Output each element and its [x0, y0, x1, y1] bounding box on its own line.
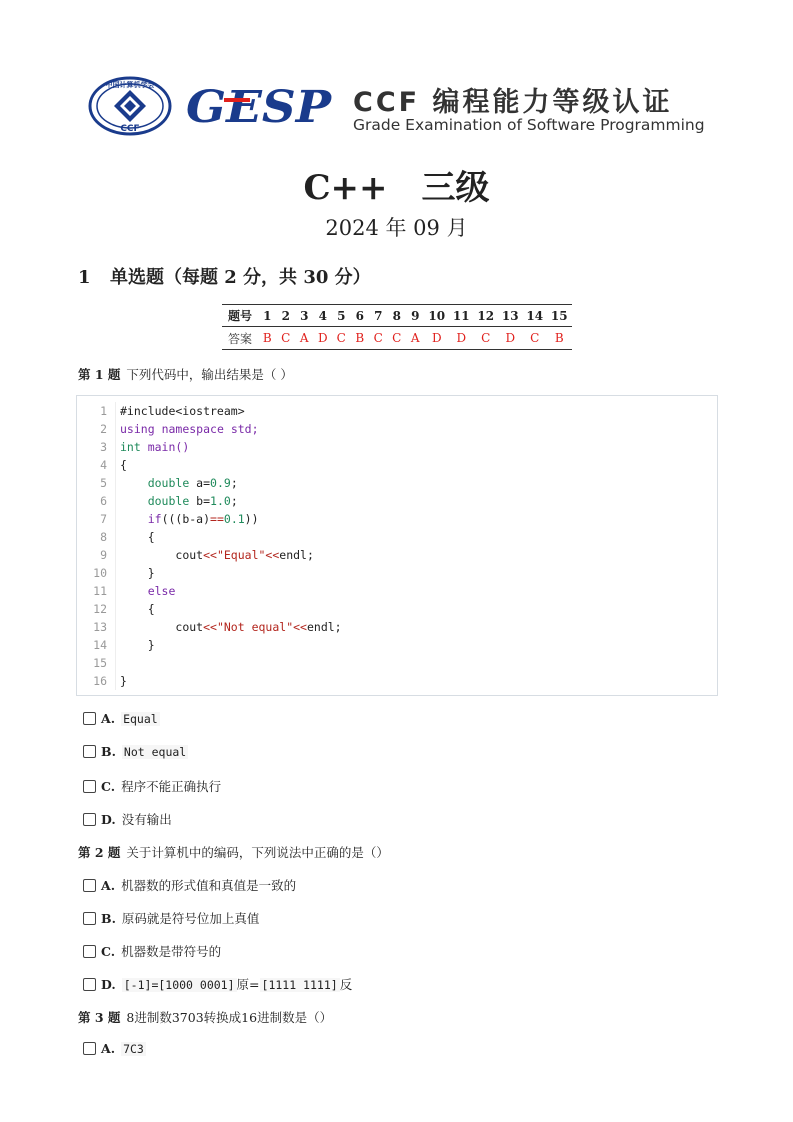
- line-number: 7: [100, 512, 107, 526]
- line-number: 16: [93, 674, 107, 688]
- option-text: 程序不能正确执行: [121, 779, 222, 794]
- option-text: 原=: [236, 977, 260, 992]
- option-text: Not equal: [123, 745, 187, 759]
- question-2-option-a[interactable]: [83, 876, 296, 894]
- checkbox[interactable]: [83, 780, 96, 793]
- option-code: [1111 1111]: [261, 978, 338, 992]
- question-number-cell: 1: [258, 305, 277, 327]
- question-number-cell: 3: [295, 305, 314, 327]
- code-line: {: [147, 602, 155, 616]
- option-text: Equal: [123, 712, 158, 726]
- question-1-stem: [78, 365, 293, 383]
- code-gutter-divider: [115, 402, 116, 690]
- question-number-cell: 7: [369, 305, 388, 327]
- question-2-stem: [78, 843, 389, 861]
- line-number: 9: [100, 548, 107, 562]
- option-text: 没有输出: [121, 812, 172, 827]
- code-line: }: [120, 674, 127, 688]
- option-text: 7C3: [123, 1042, 144, 1056]
- option-text: 机器数的形式值和真值是一致的: [121, 878, 297, 893]
- question-2-label: 第 2 题: [78, 845, 121, 860]
- section-number: 1: [78, 267, 91, 288]
- option-label: D.: [101, 977, 116, 992]
- table-header-label: 题号: [222, 305, 258, 327]
- code-line: }: [147, 566, 155, 580]
- option-label: A.: [101, 1041, 116, 1056]
- section-heading: [78, 263, 371, 289]
- line-number: 3: [100, 440, 107, 454]
- question-3-stem: [78, 1008, 332, 1026]
- code-block: [76, 395, 718, 696]
- question-number-cell: 10: [425, 305, 450, 327]
- question-1-option-a[interactable]: [83, 711, 160, 726]
- line-number: 14: [93, 638, 107, 652]
- option-label: A.: [101, 878, 116, 893]
- answer-cell: D: [425, 327, 450, 350]
- ccf-logo-abbr: CCF: [120, 124, 140, 134]
- question-number-cell: 8: [388, 305, 407, 327]
- question-3-text: 8进制数3703转换成16进制数是（）: [126, 1010, 333, 1025]
- option-text: 机器数是带符号的: [121, 944, 222, 959]
- question-1-option-d[interactable]: [83, 810, 172, 828]
- answer-cell: C: [474, 327, 499, 350]
- line-number: 6: [100, 494, 107, 508]
- question-number-cell: 14: [523, 305, 548, 327]
- checkbox[interactable]: [83, 745, 96, 758]
- code-line: }: [147, 638, 155, 652]
- answer-cell: B: [258, 327, 277, 350]
- question-number-cell: 6: [351, 305, 370, 327]
- question-1-label: 第 1 题: [78, 367, 121, 382]
- checkbox[interactable]: [83, 712, 96, 725]
- question-2-text: 关于计算机中的编码，下列说法中正确的是（）: [126, 845, 389, 860]
- option-label: C.: [101, 779, 116, 794]
- answer-cell: B: [351, 327, 370, 350]
- line-number: 10: [93, 566, 107, 580]
- question-number-cell: 9: [406, 305, 425, 327]
- option-label: D.: [101, 812, 116, 827]
- option-text: 原码就是符号位加上真值: [121, 911, 260, 926]
- code-line: cout<<"Equal"<<endl;: [175, 548, 314, 562]
- question-number-cell: 11: [449, 305, 474, 327]
- code-line: using namespace std;: [120, 422, 259, 436]
- ccf-logo: [88, 76, 172, 136]
- certification-title: CCF 编程能力等级认证: [353, 87, 673, 118]
- question-1-option-c[interactable]: [83, 777, 221, 795]
- code-line: int main(): [120, 440, 190, 454]
- checkbox[interactable]: [83, 978, 96, 991]
- line-number: 1: [100, 404, 107, 418]
- code-line: {: [120, 458, 127, 472]
- line-number: 13: [93, 620, 107, 634]
- answer-row-label: 答案: [222, 327, 258, 350]
- question-number-cell: 4: [314, 305, 333, 327]
- answer-cell: C: [332, 327, 351, 350]
- checkbox[interactable]: [83, 879, 96, 892]
- line-number: 4: [100, 458, 107, 472]
- page-header: [88, 76, 708, 138]
- answer-cell: D: [449, 327, 474, 350]
- question-2-option-c[interactable]: [83, 942, 221, 960]
- question-number-cell: 13: [498, 305, 523, 327]
- option-label: A.: [101, 711, 116, 726]
- question-number-cell: 2: [277, 305, 296, 327]
- checkbox[interactable]: [83, 813, 96, 826]
- question-2-option-d[interactable]: [83, 975, 352, 993]
- question-1-option-b[interactable]: [83, 744, 188, 759]
- answer-cell: C: [369, 327, 388, 350]
- line-number: 8: [100, 530, 107, 544]
- document-date: 2024 年 09 月: [325, 216, 468, 240]
- option-code: [-1]=[1000 0001]: [123, 978, 235, 992]
- code-line: {: [147, 530, 155, 544]
- code-line: #include<iostream>: [120, 404, 245, 418]
- ccf-logo-text: 中国计算机学会: [105, 81, 155, 89]
- question-2-option-b[interactable]: [83, 909, 259, 927]
- gesp-logo-text: GESP: [186, 82, 334, 133]
- answer-table-answer-row: [222, 327, 572, 350]
- answer-cell: A: [406, 327, 425, 350]
- question-3-option-a[interactable]: [83, 1041, 146, 1056]
- line-number: 12: [93, 602, 107, 616]
- question-1-text: 下列代码中，输出结果是（ ）: [126, 367, 293, 382]
- gesp-logo: [184, 78, 334, 136]
- answer-cell: C: [388, 327, 407, 350]
- code-line: double b=1.0;: [147, 494, 238, 508]
- option-label: C.: [101, 944, 116, 959]
- question-number-cell: 5: [332, 305, 351, 327]
- code-line-numbers: [77, 402, 107, 690]
- document-title: C++ 三级: [303, 168, 490, 208]
- question-number-cell: 15: [547, 305, 572, 327]
- certification-subtitle: Grade Examination of Software Programming: [353, 116, 705, 134]
- checkbox[interactable]: [83, 912, 96, 925]
- option-label: B.: [101, 744, 116, 759]
- question-3-label: 第 3 题: [78, 1010, 121, 1025]
- question-number-cell: 12: [474, 305, 499, 327]
- code-line: else: [147, 584, 176, 598]
- option-label: B.: [101, 911, 116, 926]
- line-number: 5: [100, 476, 107, 490]
- answer-cell: A: [295, 327, 314, 350]
- option-text: 反: [339, 977, 353, 992]
- code-line: cout<<"Not equal"<<endl;: [175, 620, 342, 634]
- line-number: 2: [100, 422, 107, 436]
- answer-cell: B: [547, 327, 572, 350]
- answer-table: [222, 304, 572, 350]
- section-title: 单选题（每题 2 分，共 30 分）: [110, 267, 371, 288]
- answer-cell: D: [498, 327, 523, 350]
- answer-cell: C: [277, 327, 296, 350]
- code-line: [120, 654, 342, 672]
- line-number: 11: [93, 584, 107, 598]
- answer-cell: D: [314, 327, 333, 350]
- answer-cell: C: [523, 327, 548, 350]
- answer-table-header-row: [222, 305, 572, 327]
- code-line: double a=0.9;: [147, 476, 238, 490]
- code-line: if(((b-a)==0.1)): [147, 512, 259, 526]
- line-number: 15: [93, 656, 107, 670]
- code-lines: [120, 402, 342, 690]
- checkbox[interactable]: [83, 1042, 96, 1055]
- checkbox[interactable]: [83, 945, 96, 958]
